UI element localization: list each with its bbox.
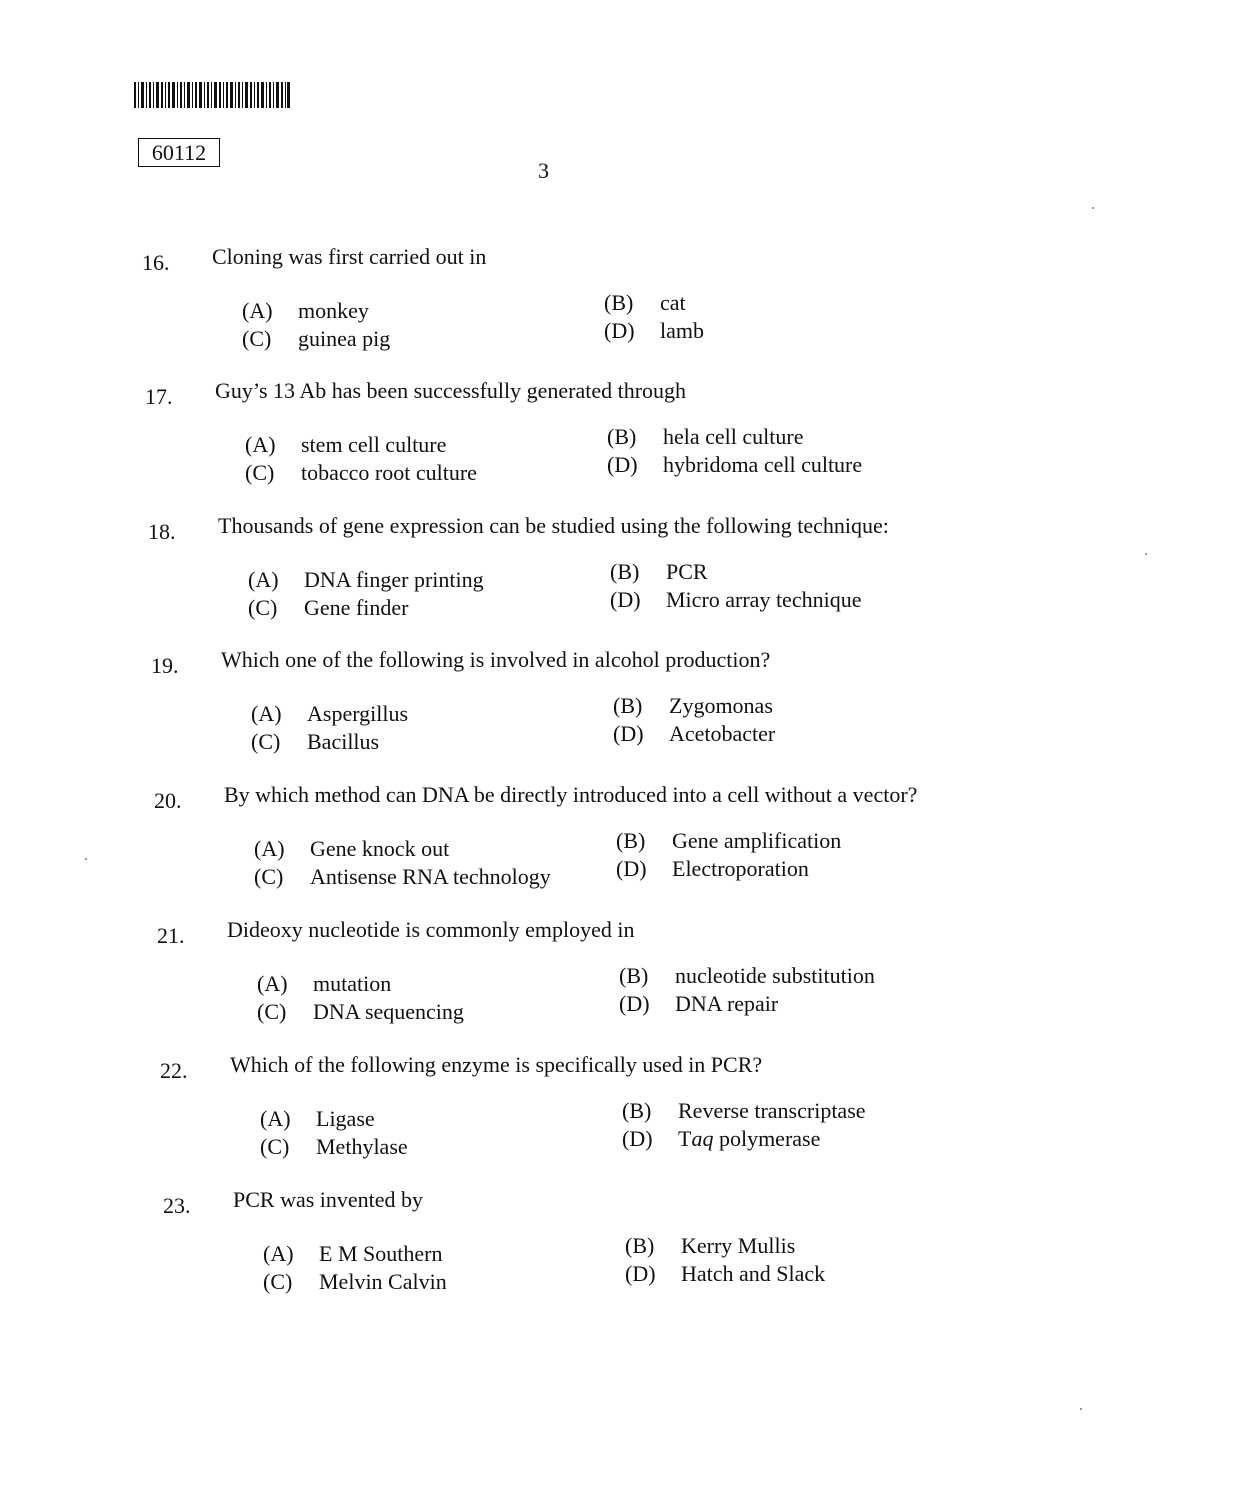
option-letter: (C) [257,999,287,1024]
option-c [260,1134,408,1160]
option-letter: (C) [251,729,281,754]
barcode [134,82,290,108]
option-letter: (C) [245,460,275,485]
option-letter: (C) [248,595,278,620]
question-number: 21. [157,923,185,948]
option-letter: (B) [613,693,643,718]
question-number: 18. [148,519,176,544]
question-number: 22. [160,1058,188,1083]
question-text: Cloning was first carried out in [212,244,487,269]
option-d [625,1261,825,1287]
option-b [613,693,773,719]
option-letter: (D) [604,318,635,343]
option-text: Kerry Mullis [681,1233,796,1258]
option-c [257,999,464,1025]
option-text: Reverse transcriptase [678,1098,866,1123]
option-text: stem cell culture [301,432,447,457]
option-c [251,729,379,755]
option-letter: (C) [260,1134,290,1159]
option-d [607,452,862,478]
option-a [242,298,369,324]
question-number: 17. [145,384,173,409]
option-text: Gene knock out [310,836,450,861]
option-text: PCR [666,559,708,584]
option-a [254,836,449,862]
option-text: cat [660,290,686,315]
option-letter: (A) [260,1106,291,1131]
option-text: monkey [298,298,369,323]
option-c [245,460,477,486]
question-number: 20. [154,788,182,813]
option-text: tobacco root culture [301,460,477,485]
option-c [254,864,551,890]
option-text: hela cell culture [663,424,804,449]
option-letter: (A) [254,836,285,861]
option-d [604,318,704,344]
option-a [263,1241,442,1267]
option-a [257,971,391,997]
option-text: Gene amplification [672,828,842,853]
option-text: Electroporation [672,856,809,881]
question-text: Dideoxy nucleotide is commonly employed in [227,917,635,942]
option-text: guinea pig [298,326,391,351]
option-text: E M Southern [319,1241,443,1266]
option-letter: (B) [610,559,640,584]
option-letter: (C) [263,1269,293,1294]
option-text: DNA finger printing [304,567,484,592]
option-letter: (D) [607,452,638,477]
option-text: Antisense RNA technology [310,864,551,889]
option-d [610,587,861,613]
scan-speck [1092,207,1094,209]
option-c [248,595,408,621]
option-b [622,1098,866,1124]
option-letter: (A) [257,971,288,996]
option-b [607,424,803,450]
option-a [251,701,408,727]
question-text: Guy’s 13 Ab has been successfully generated through [215,378,687,403]
option-text: mutation [313,971,392,996]
option-letter: (B) [622,1098,652,1123]
question-text: Which one of the following is involved in alcohol production? [221,647,771,672]
option-text: nucleotide substitution [675,963,875,988]
option-text: lamb [660,318,704,343]
option-text: DNA sequencing [313,999,464,1024]
option-d [619,991,778,1017]
option-b [625,1233,795,1259]
option-letter: (B) [607,424,637,449]
option-letter: (D) [613,721,644,746]
paper-code-box: 60112 [138,138,220,167]
option-b [619,963,875,989]
option-text: Aspergillus [307,701,409,726]
option-a [260,1106,375,1132]
option-text: Micro array technique [666,587,862,612]
option-text: Gene finder [304,595,409,620]
option-c [242,326,390,352]
question-text: Which of the following enzyme is specifically used in PCR? [230,1052,763,1077]
option-text: Taq polymerase [678,1126,821,1151]
option-text: Acetobacter [669,721,776,746]
question-text: By which method can DNA be directly introduced into a cell without a vector? [224,782,918,807]
question-number: 19. [151,653,179,678]
option-text: Melvin Calvin [319,1269,447,1294]
option-letter: (D) [610,587,641,612]
question-number: 16. [142,250,170,275]
option-letter: (D) [616,856,647,881]
question-number: 23. [163,1193,191,1218]
option-text: Zygomonas [669,693,773,718]
option-text: Methylase [316,1134,408,1159]
option-letter: (C) [254,864,284,889]
option-d [622,1126,820,1152]
option-a [245,432,446,458]
question-text: Thousands of gene expression can be studied using the following technique: [218,513,889,538]
scan-speck [1080,1408,1082,1410]
option-letter: (A) [242,298,273,323]
option-letter: (B) [619,963,649,988]
option-letter: (A) [263,1241,294,1266]
option-letter: (A) [245,432,276,457]
option-letter: (B) [625,1233,655,1258]
option-d [616,856,809,882]
option-letter: (A) [251,701,282,726]
option-c [263,1269,447,1295]
option-letter: (B) [616,828,646,853]
option-a [248,567,484,593]
question-text: PCR was invented by [233,1187,424,1212]
option-text: hybridoma cell culture [663,452,863,477]
option-b [610,559,708,585]
scan-speck [85,858,87,860]
option-letter: (B) [604,290,634,315]
option-text: Ligase [316,1106,375,1131]
option-text: DNA repair [675,991,779,1016]
option-letter: (D) [619,991,650,1016]
option-letter: (A) [248,567,279,592]
option-letter: (D) [625,1261,656,1286]
scan-speck [1145,553,1147,555]
option-b [604,290,686,316]
option-d [613,721,775,747]
option-text: Bacillus [307,729,380,754]
option-text: Hatch and Slack [681,1261,826,1286]
page-number: 3 [538,158,549,183]
option-letter: (C) [242,326,272,351]
option-b [616,828,841,854]
option-letter: (D) [622,1126,653,1151]
